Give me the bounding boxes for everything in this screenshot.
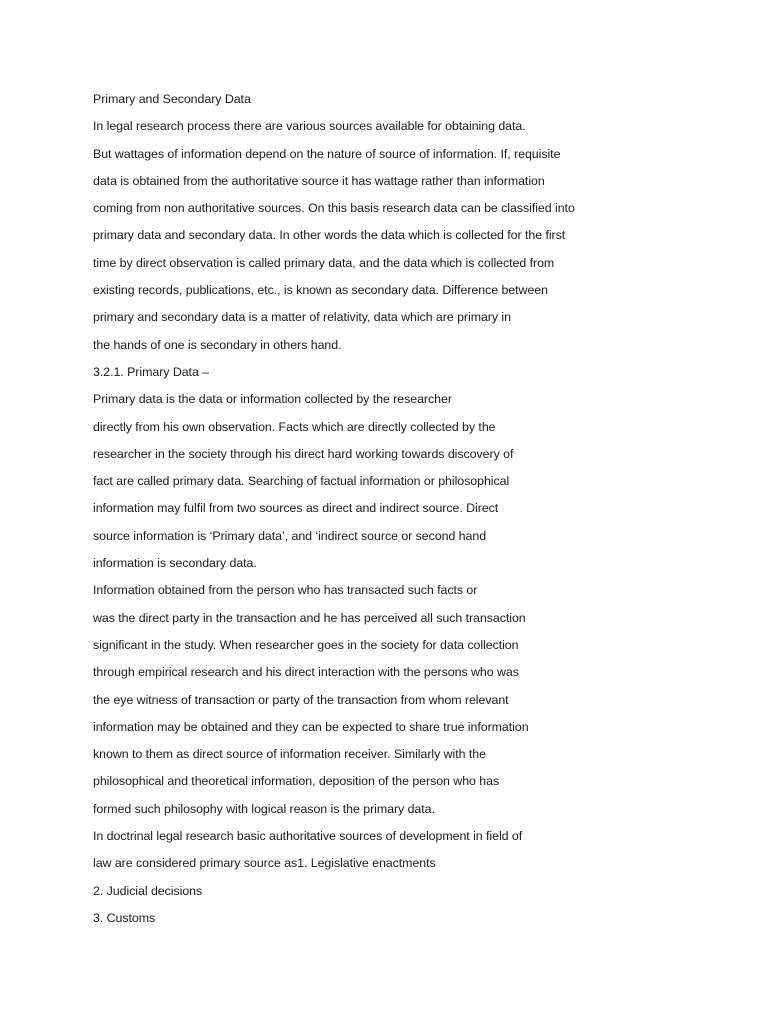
text-line: time by direct observation is called primary data, and the data which is collected from: [93, 255, 555, 270]
text-line: through empirical research and his direct interaction with the persons who was: [93, 665, 519, 680]
list-item-customs: 3. Customs: [93, 910, 156, 925]
text-line: fact are called primary data. Searching of factual information or philosophical: [93, 474, 510, 489]
text-line: information may be obtained and they can be expected to share true information: [93, 719, 529, 734]
text-line: law are considered primary source as1. Legislative enactments: [93, 856, 436, 871]
document-body: [93, 86, 733, 932]
text-line: information may fulfil from two sources as direct and indirect source. Direct: [93, 501, 499, 516]
text-line: coming from non authoritative sources. On this basis research data can be classified into: [93, 201, 575, 216]
section-heading-primary-data: 3.2.1. Primary Data –: [93, 364, 210, 379]
list-item-judicial-decisions: 2. Judicial decisions: [93, 883, 203, 898]
heading-primary-secondary-data: Primary and Secondary Data: [93, 92, 251, 106]
text-line: But wattages of information depend on the nature of source of information. If, requisite: [93, 146, 561, 161]
text-line: data is obtained from the authoritative source it has wattage rather than information: [93, 173, 545, 188]
text-line: significant in the study. When researcher goes in the society for data collection: [93, 637, 519, 652]
text-line: formed such philosophy with logical reason is the primary data.: [93, 801, 435, 816]
text-line: Information obtained from the person who has transacted such facts or: [93, 583, 478, 598]
text-line: the hands of one is secondary in others hand.: [93, 337, 342, 352]
text-line: directly from his own observation. Facts which are directly collected by the: [93, 419, 496, 434]
text-line: primary and secondary data is a matter of relativity, data which are primary in: [93, 310, 511, 325]
text-line: Primary data is the data or information collected by the researcher: [93, 392, 452, 407]
text-line: In legal research process there are various sources available for obtaining data.: [93, 119, 526, 134]
text-line: In doctrinal legal research basic authoritative sources of development in field of: [93, 829, 523, 844]
text-line: existing records, publications, etc., is known as secondary data. Difference between: [93, 283, 548, 298]
text-line: primary data and secondary data. In other words the data which is collected for the first: [93, 228, 566, 243]
text-line: known to them as direct source of information receiver. Similarly with the: [93, 747, 486, 762]
text-line: philosophical and theoretical information, deposition of the person who has: [93, 774, 500, 789]
text-line: source information is ‘Primary data’, and ‘indirect source or second hand: [93, 528, 487, 543]
text-line: the eye witness of transaction or party of the transaction from whom relevant: [93, 692, 509, 707]
text-line: was the direct party in the transaction and he has perceived all such transaction: [93, 610, 526, 625]
text-line: researcher in the society through his direct hard working towards discovery of: [93, 446, 514, 461]
text-line: information is secondary data.: [93, 556, 257, 571]
